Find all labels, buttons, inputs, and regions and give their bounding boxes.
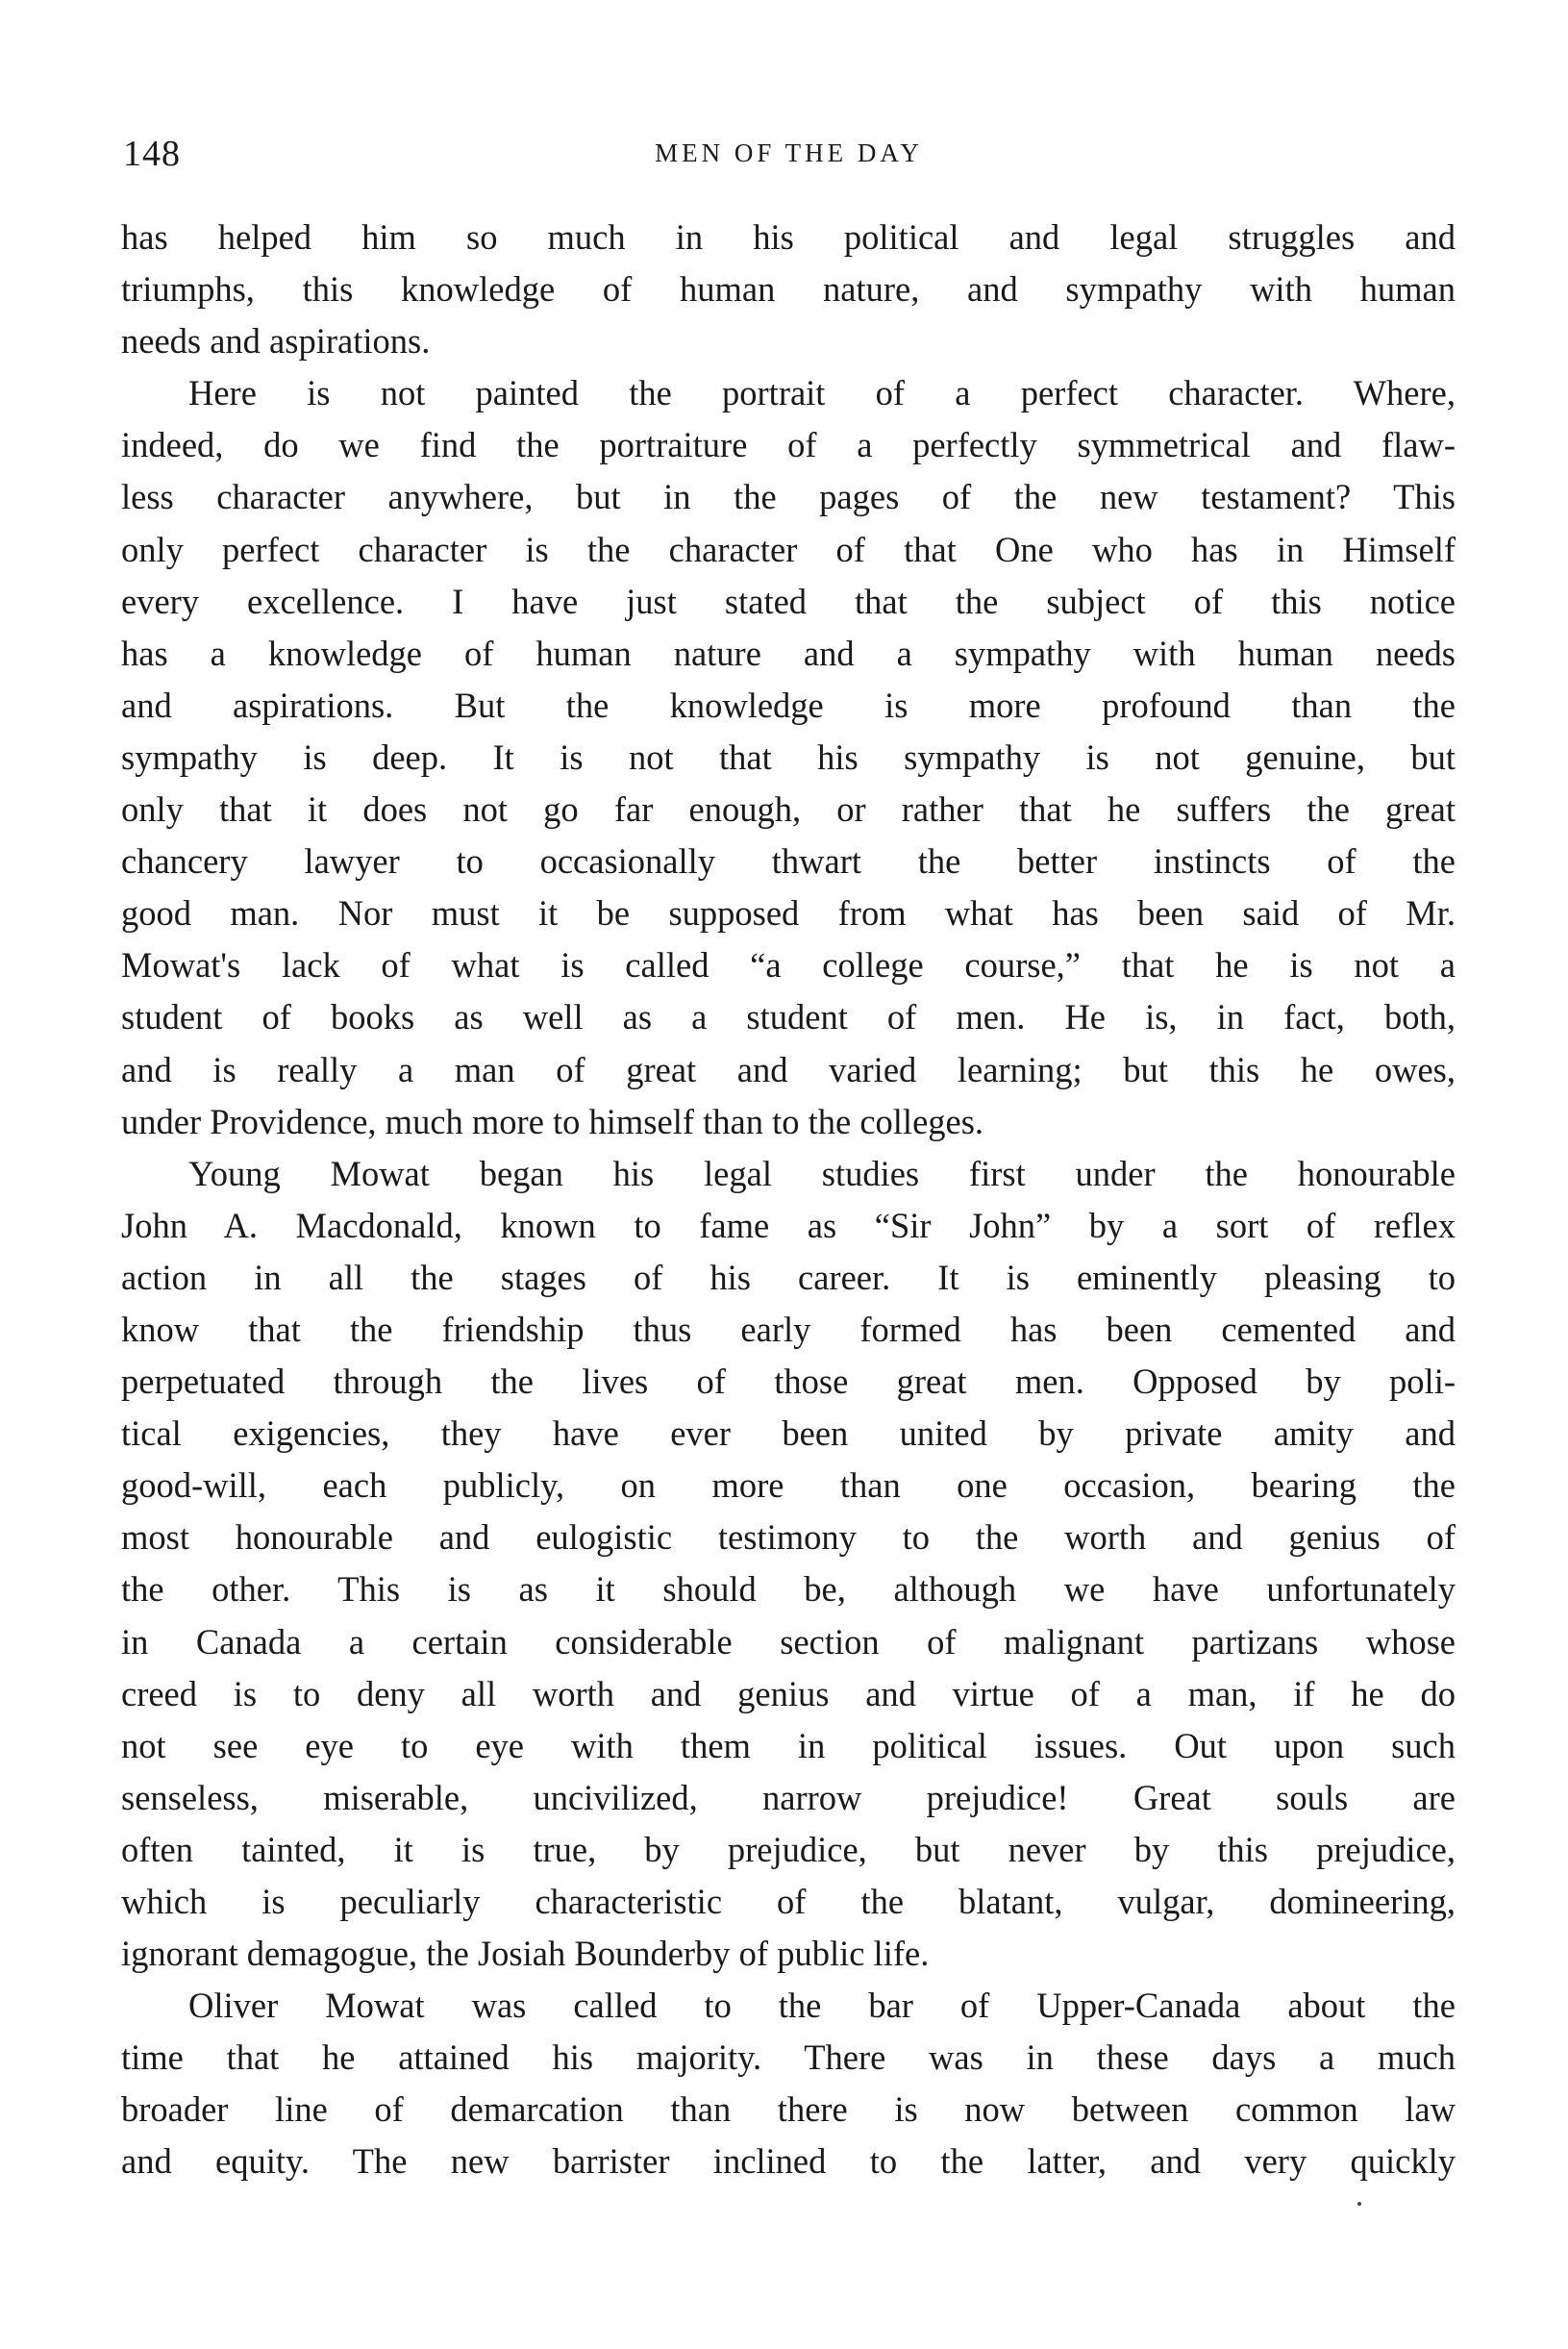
text-line: Mowat's lack of what is called “a college course,” that he is not a (121, 945, 1456, 986)
text-line: has helped him so much in his political and legal struggles and (121, 217, 1456, 257)
text-line: and equity. The new barrister inclined to the latter, and very quickly (121, 2141, 1456, 2182)
text-line: sympathy is deep. It is not that his sympathy is not genuine, but (121, 737, 1456, 777)
text-line: not see eye to eye with them in political issues. Out upon such (121, 1725, 1456, 1765)
text-line: in Canada a certain considerable section of malignant partizans whose (121, 1621, 1456, 1662)
running-title: MEN OF THE DAY (655, 138, 923, 167)
text-line: ignorant demagogue, the Josiah Bounderby of public life. (121, 1934, 930, 1974)
text-line: Oliver Mowat was called to the bar of Upper-Canada about the (188, 1986, 1456, 2026)
text-line: creed is to deny all worth and genius and virtue of a man, if he do (121, 1673, 1456, 1713)
text-line: good-will, each publicly, on more than one occasion, bearing the (121, 1465, 1456, 1506)
text-line: under Providence, much more to himself than to the colleges. (121, 1101, 984, 1141)
text-line: time that he attained his majority. There was in these days a much (121, 2037, 1456, 2078)
text-line: which is peculiarly characteristic of the blatant, vulgar, domineering, (121, 1882, 1456, 1921)
text-line: needs and aspirations. (121, 321, 431, 362)
text-line: every excellence. I have just stated that the subject of this notice (121, 581, 1456, 621)
text-line: indeed, do we find the portraiture of a perfectly symmetrical and flaw- (121, 425, 1456, 465)
text-line: only perfect character is the character of that One who has in Himself (121, 529, 1456, 569)
text-line: the other. This is as it should be, although we have unfortunately (121, 1569, 1456, 1610)
text-line: and is really a man of great and varied learning; but this he owes, (121, 1049, 1456, 1089)
text-line: triumphs, this knowledge of human nature, and sympathy with human (121, 269, 1456, 310)
print-speck (1357, 2202, 1361, 2206)
text-line: tical exigencies, they have ever been united by private amity and (121, 1413, 1456, 1454)
text-line: Young Mowat began his legal studies first under the honourable (188, 1153, 1456, 1193)
text-line: less character anywhere, but in the pages of the new testament? This (121, 477, 1456, 517)
running-head (123, 133, 1455, 181)
text-line: often tainted, it is true, by prejudice, but never by this prejudice, (121, 1829, 1456, 1869)
text-line: good man. Nor must it be supposed from what has been said of Mr. (121, 893, 1456, 934)
text-line: most honourable and eulogistic testimony to the worth and genius of (121, 1517, 1456, 1558)
text-line: perpetuated through the lives of those great men. Opposed by poli- (121, 1362, 1456, 1402)
text-line: only that it does not go far enough, or rather that he suffers the great (121, 789, 1456, 830)
text-line: action in all the stages of his career. It is eminently pleasing to (121, 1257, 1456, 1297)
text-line: senseless, miserable, uncivilized, narrow prejudice! Great souls are (121, 1777, 1456, 1817)
page-number: 148 (123, 134, 181, 174)
text-line: student of books as well as a student of men. He is, in fact, both, (121, 997, 1456, 1037)
text-line: and aspirations. But the knowledge is more profound than the (121, 685, 1456, 725)
text-line: broader line of demarcation than there is now between common law (121, 2089, 1456, 2130)
text-line: John A. Macdonald, known to fame as “Sir John” by a sort of reflex (121, 1205, 1456, 1245)
text-line: has a knowledge of human nature and a sympathy with human needs (121, 633, 1456, 673)
body-text (121, 212, 1456, 2188)
text-line: know that the friendship thus early formed has been cemented and (121, 1309, 1456, 1349)
text-line: chancery lawyer to occasionally thwart the better instincts of the (121, 841, 1456, 882)
text-line: Here is not painted the portrait of a perfect character. Where, (188, 373, 1456, 413)
